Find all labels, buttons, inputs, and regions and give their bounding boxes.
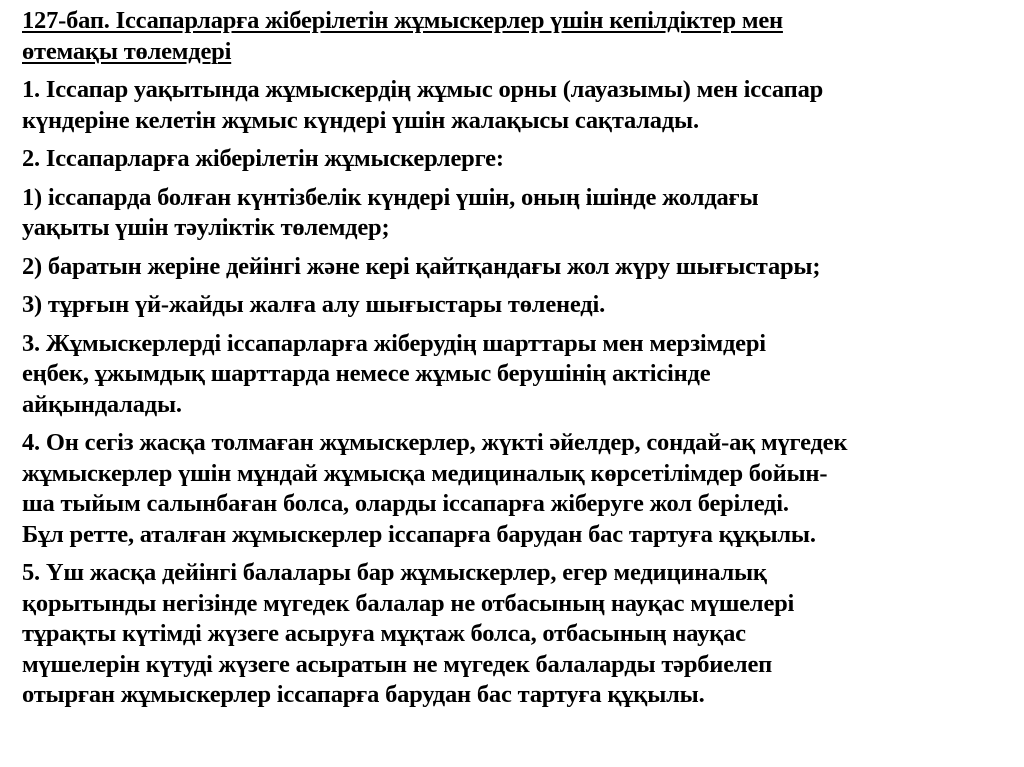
text-line: 3. Жұмыскерлерді іссапарларға жіберудің шарттары мен мерзімдері [22, 329, 766, 357]
paragraph-4 [22, 428, 1016, 550]
text-line: айқындалады. [22, 390, 182, 418]
text-line: тұрақты күтімді жүзеге асыруға мұқтаж болса, отбасының науқас [22, 620, 746, 647]
text-line: 1. Іссапар уақытында жұмыскердің жұмыс орны (лауазымы) мен іссапар [22, 76, 824, 103]
paragraph-2 [22, 144, 1016, 175]
paragraph-2-item-3 [22, 290, 1016, 321]
text-line: қорытынды негізінде мүгедек балалар не отбасының науқас мүшелері [22, 589, 795, 617]
paragraph-1 [22, 75, 1016, 136]
text-line: ша тыйым салынбаған болса, оларды іссапарға жіберуге жол беріледі. [22, 490, 789, 517]
text-line: Бұл ретте, аталған жұмыскерлер іссапарға барудан бас тартуға құқылы. [22, 520, 816, 548]
paragraph-2-item-1 [22, 183, 1016, 244]
paragraph-2-item-2 [22, 252, 1016, 283]
text-line: күндеріне келетін жұмыс күндері үшін жалақысы сақталады. [22, 106, 699, 134]
text-line: отырған жұмыскерлер іссапарға барудан бас тартуға құқылы. [22, 681, 705, 708]
paragraph-3 [22, 329, 1016, 421]
text-line: 5. Үш жасқа дейінгі балалары бар жұмыскерлер, егер медициналық [22, 559, 767, 586]
heading-line: 127-бап. Іссапарларға жіберілетін жұмыскерлер үшін кепілдіктер мен [22, 7, 783, 34]
document-page [22, 6, 1016, 711]
paragraph-5 [22, 558, 1016, 711]
heading-line: өтемақы төлемдері [22, 37, 232, 65]
text-line: жұмыскерлер үшін мұндай жұмысқа медициналық көрсетілімдер бойын- [22, 459, 828, 487]
text-line: 2. Іссапарларға жіберілетін жұмыскерлерге: [22, 145, 504, 172]
text-line: еңбек, ұжымдық шарттарда немесе жұмыс берушінің актісінде [22, 360, 711, 387]
text-line: мүшелерін күтуді жүзеге асыратын не мүгедек балаларды тәрбиелеп [22, 650, 773, 678]
text-line: 3) тұрғын үй-жайды жалға алу шығыстары төленеді. [22, 291, 606, 318]
text-line: 1) іссапарда болған күнтізбелік күндері үшін, оның ішінде жолдағы [22, 183, 759, 211]
text-line: 4. Он сегіз жасқа толмаған жұмыскерлер, жүкті әйелдер, сондай-ақ мүгедек [22, 429, 848, 456]
text-line: уақыты үшін тәуліктік төлемдер; [22, 214, 390, 241]
text-line: 2) баратын жеріне дейінгі және кері қайтқандағы жол жүру шығыстары; [22, 252, 821, 280]
article-heading [22, 6, 1016, 67]
